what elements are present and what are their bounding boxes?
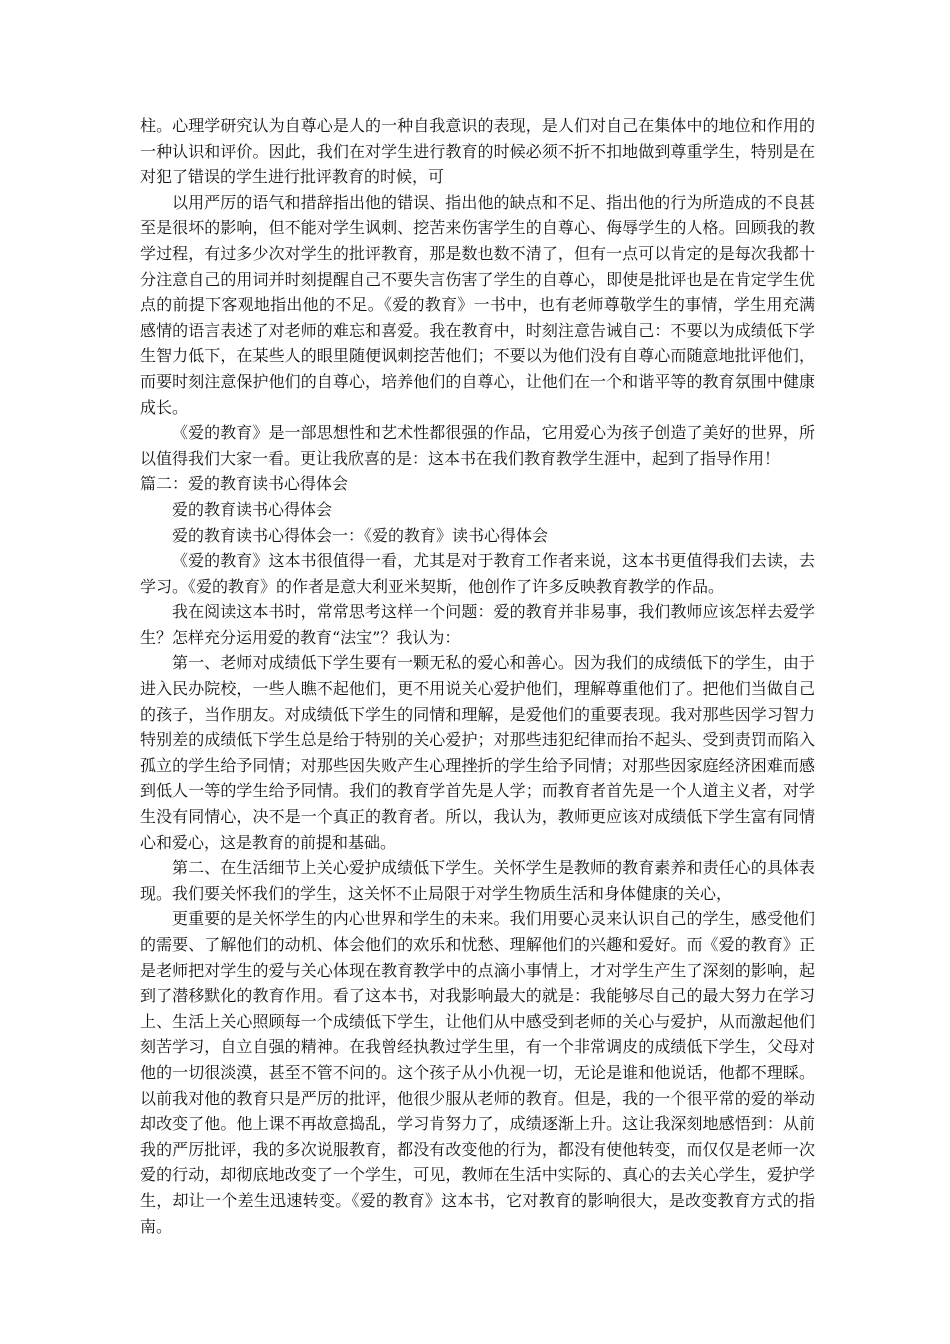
essay-title: 爱的教育读书心得体会一：《爱的教育》读书心得体会	[172, 525, 549, 545]
paragraph-book-praise: 《爱的教育》是一部思想性和艺术性都很强的作品，它用爱心为孩子创造了美好的世界，所以值得我们大家一看。更让我欣喜的是：这本书在我们教育教学生涯中，起到了指导作用！	[140, 423, 815, 468]
paragraph-point-two: 第二、在生活细节上关心爱护成绩低下学生。关怀学生是教师的教育素养和责任心的具体表现。我们要关怀我们的学生，这关怀不止局限于对学生物质生活和身体健康的关心，	[140, 858, 815, 903]
paragraph-intro: 《爱的教育》这本书很值得一看，尤其是对于教育工作者来说，这本书更值得我们去读，去学习。《爱的教育》的作者是意大利亚米契斯，他创作了许多反映教育教学的作品。	[140, 551, 815, 596]
paragraph-continuation: 柱。心理学研究认为自尊心是人的一种自我意识的表现，是人们对自己在集体中的地位和作用的一种认识和评价。因此，我们在对学生进行教育的时候必须不折不扣地做到尊重学生，特别是在对犯了错误的学生进行批评教育的时候，可	[140, 116, 815, 187]
paragraph-point-one: 第一、老师对成绩低下学生要有一颗无私的爱心和善心。因为我们的成绩低下的学生，由于进入民办院校，一些人瞧不起他们，更不用说关心爱护他们，理解尊重他们了。把他们当做自己的孩子，当作朋友。对成绩低下学生的同情和理解，是爱他们的重要表现。我对那些因学习智力特别差的成绩低下学生总是给于特别的关心爱护；对那些违犯纪律而抬不起头、受到责罚而陷入孤立的学生给予同情；对那些因失败产生心理挫折的学生给予同情；对那些因家庭经济困难而感到低人一等的学生给予同情。我们的教育学首先是人学；而教育者首先是一个人道主义者，对学生没有同情心，决不是一个真正的教育者。所以，我认为，教师更应该对成绩低下学生富有同情心和爱心，这是教育的前提和基础。	[140, 653, 815, 852]
section-title: 爱的教育读书心得体会	[172, 499, 333, 519]
section-heading: 篇二：爱的教育读书心得体会	[140, 474, 349, 494]
paragraph-inner-world: 更重要的是关怀学生的内心世界和学生的未来。我们用要心灵来认识自己的学生，感受他们的需要、了解他们的动机、体会他们的欢乐和忧愁、理解他们的兴趣和爱好。而《爱的教育》正是老师把对学生的爱与关心体现在教育教学中的点滴小事情上，才对学生产生了深刻的影响，起到了潜移默化的教育作用。看了这本书，对我影响最大的就是：我能够尽自己的最大努力在学习上、生活上关心照顾每一个成绩低下学生，让他们从中感受到老师的关心与爱护，从而激起他们刻苦学习，自立自强的精神。在我曾经执教过学生里，有一个非常调皮的成绩低下学生，父母对他的一切很淡漠，甚至不管不问的。这个孩子从小仇视一切，无论是谁和他说话，他都不理睬。以前我对他的教育只是严厉的批评，他很少服从老师的教育。但是，我的一个很平常的爱的举动却改变了他。他上课不再故意捣乱，学习肯努力了，成绩逐渐上升。这让我深刻地感悟到：从前我的严厉批评，我的多次说服教育，都没有改变他的行为，都没有使他转变，而仅仅是老师一次爱的行动，却彻底地改变了一个学生，可见，教师在生活中实际的、真心的去关心学生，爱护学生，却让一个差生迅速转变。《爱的教育》这本书，它对教育的影响很大，是改变教育方式的指南。	[140, 909, 815, 1236]
document-body	[140, 113, 815, 1239]
paragraph-question: 我在阅读这本书时，常常思考这样一个问题：爱的教育并非易事，我们教师应该怎样去爱学生？怎样充分运用爱的教育“法宝”？我认为：	[140, 602, 815, 647]
paragraph-criticism: 以用严厉的语气和措辞指出他的错误、指出他的缺点和不足、指出他的行为所造成的不良甚至是很坏的影响，但不能对学生讽刺、挖苦来伤害学生的自尊心、侮辱学生的人格。回顾我的教学过程，有过多少次对学生的批评教育，那是数也数不清了，但有一点可以肯定的是每次我都十分注意自己的用词并时刻提醒自己不要失言伤害了学生的自尊心，即使是批评也是在肯定学生优点的前提下客观地指出他的不足。《爱的教育》一书中，也有老师尊敬学生的事情，学生用充满感情的语言表述了对老师的难忘和喜爱。我在教育中，时刻注意告诫自己：不要以为成绩低下学生智力低下，在某些人的眼里随便讽刺挖苦他们；不要以为他们没有自尊心而随意地批评他们，而要时刻注意保护他们的自尊心，培养他们的自尊心，让他们在一个和谐平等的教育氛围中健康成长。	[140, 192, 815, 417]
